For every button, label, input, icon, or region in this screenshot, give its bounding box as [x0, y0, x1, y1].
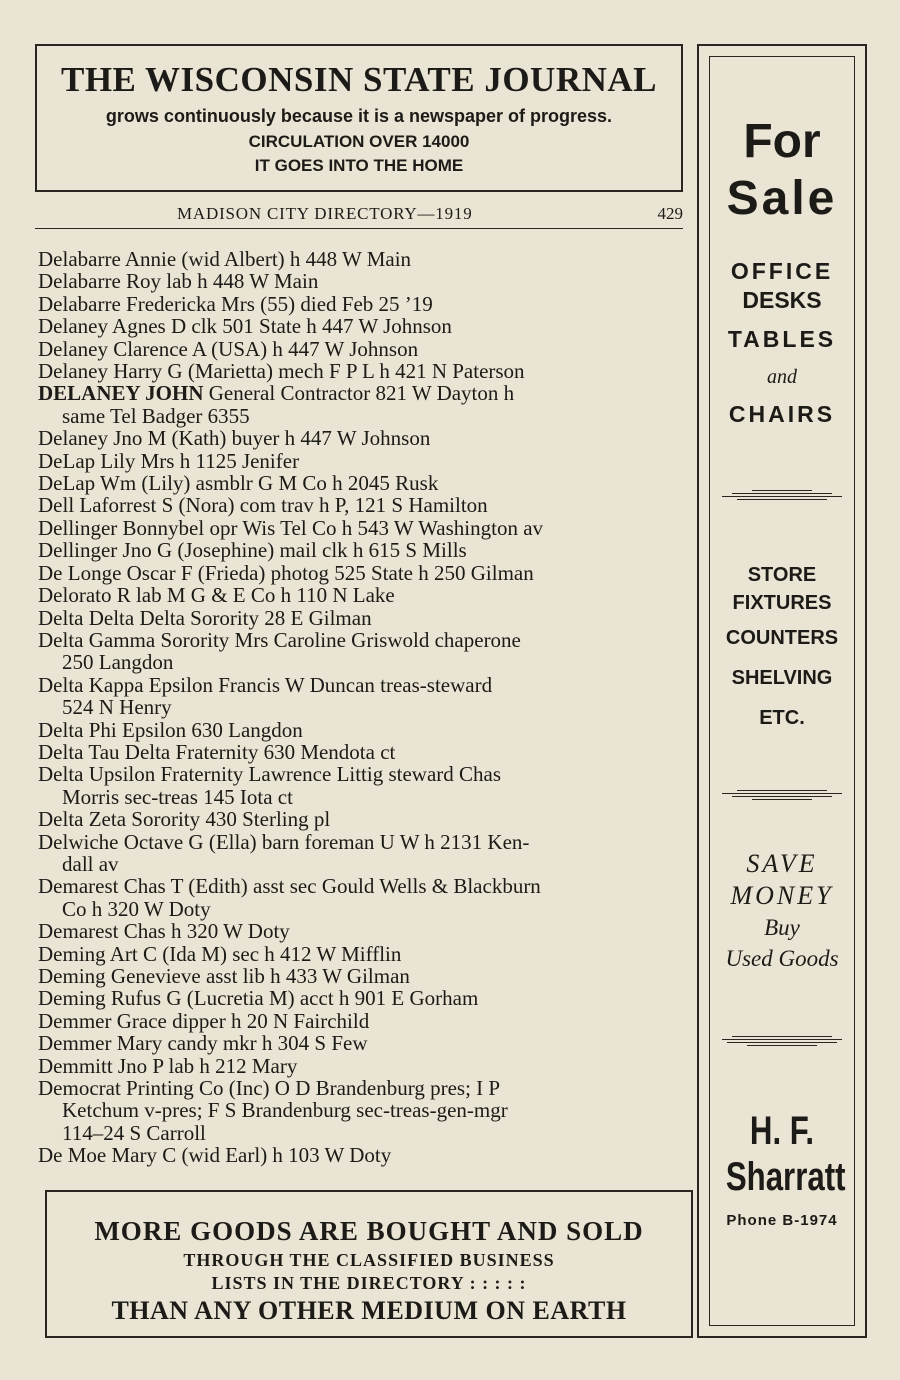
counters-text: COUNTERS — [725, 627, 839, 649]
entry-text: Delabarre Annie (wid Albert) h 448 W Main — [38, 247, 412, 271]
directory-entry — [38, 315, 688, 337]
home-line: IT GOES INTO THE HOME — [254, 156, 464, 175]
directory-entry — [38, 1032, 688, 1054]
entry-text: Delta Gamma Sorority Mrs Caroline Griswold chaperone — [38, 627, 521, 652]
directory-entry — [38, 248, 688, 270]
shelving-text: SHELVING — [731, 667, 833, 689]
ad-line-2: THROUGH THE CLASSIFIED BUSINESS — [183, 1250, 555, 1270]
newspaper-title: THE WISCONSIN STATE JOURNAL — [60, 60, 657, 99]
entry-text: Delwiche Octave G (Ella) barn foreman U W h 2131 Ken- — [38, 829, 530, 854]
seller-name: Sharratt — [725, 1155, 846, 1199]
directory-entry — [38, 719, 688, 741]
office-text: OFFICE — [730, 258, 834, 284]
directory-entry — [38, 763, 688, 808]
directory-title: MADISON CITY DIRECTORY—1919 — [177, 204, 473, 223]
side-ad-inner-frame — [709, 56, 855, 1326]
entry-text: DeLap Lily Mrs h 1125 Jenifer — [38, 448, 300, 473]
for-sale-heading — [710, 113, 854, 227]
entry-continuation: Morris sec-treas 145 Iota ct — [62, 784, 293, 809]
directory-entry — [38, 741, 688, 763]
directory-entry — [38, 607, 688, 629]
circulation-line: CIRCULATION OVER 14000 — [248, 132, 470, 151]
entry-text: De Moe Mary C (wid Earl) h 103 W Doty — [38, 1143, 392, 1168]
entry-text: Dell Laforrest S (Nora) com trav h P, 121 S Hamilton — [38, 493, 488, 518]
for-text: For — [743, 115, 821, 168]
directory-entry — [38, 987, 688, 1009]
directory-entry — [38, 875, 688, 920]
decorative-rule-1 — [722, 490, 842, 500]
directory-entry — [38, 808, 688, 830]
ad-line-4: THAN ANY OTHER MEDIUM ON EARTH — [111, 1296, 627, 1325]
seller-initials: H. F. — [749, 1109, 815, 1153]
entry-text: Delta Zeta Sorority 430 Sterling pl — [38, 807, 331, 832]
directory-entry — [38, 584, 688, 606]
directory-entry — [38, 831, 688, 876]
tables-text: TABLES — [727, 326, 837, 352]
side-advertisement — [697, 44, 867, 1338]
directory-entry — [38, 293, 688, 315]
entry-text: Delabarre Fredericka Mrs (55) died Feb 25 ’19 — [38, 291, 433, 316]
entry-text: Delta Upsilon Fraternity Lawrence Littig steward Chas — [38, 762, 502, 787]
entry-text: De Longe Oscar F (Frieda) photog 525 State h 250 Gilman — [38, 560, 534, 585]
entry-text: Deming Genevieve asst lib h 433 W Gilman — [38, 964, 410, 988]
newspaper-slogan: grows continuously because it is a newspaper of progress. — [105, 106, 613, 126]
directory-entry — [38, 562, 688, 584]
directory-entry — [38, 920, 688, 942]
entry-text: Dellinger Bonnybel opr Wis Tel Co h 543 W Washington av — [38, 515, 544, 540]
entry-continuation: 250 Langdon — [62, 650, 174, 675]
directory-entry — [38, 1077, 688, 1122]
sale-text: Sale — [726, 172, 838, 225]
save-text: SAVE — [746, 849, 818, 878]
directory-entry — [38, 629, 688, 674]
entry-text: Democrat Printing Co (Inc) O D Brandenburg pres; I P — [38, 1076, 501, 1101]
store-text: STORE — [747, 564, 817, 586]
money-text: MONEY — [730, 881, 834, 910]
entry-text: Delta Tau Delta Fraternity 630 Mendota ct — [38, 739, 396, 764]
entry-text: Delorato R lab M G & E Co h 110 N Lake — [38, 583, 395, 608]
entry-text: Demmer Mary candy mkr h 304 S Few — [38, 1031, 368, 1056]
seller-phone: Phone B-1974 — [726, 1212, 838, 1229]
entry-text: Deming Rufus G (Lucretia M) acct h 901 E Gorham — [38, 986, 479, 1011]
and-text: and — [767, 366, 797, 388]
entry-text: Delta Phi Epsilon 630 Langdon — [38, 717, 303, 742]
furniture-list — [710, 257, 854, 354]
directory-entry — [38, 472, 688, 494]
directory-entry — [38, 1010, 688, 1032]
decorative-rule-2 — [722, 790, 842, 800]
directory-entry — [38, 450, 688, 472]
directory-entry — [38, 494, 688, 516]
entry-text: DELANEY JOHN General Contractor 821 W Dayton h — [38, 381, 515, 406]
entry-text: Delaney Jno M (Kath) buyer h 447 W Johnson — [38, 426, 431, 451]
directory-entry — [38, 674, 688, 719]
entry-text: Delta Delta Delta Sorority 28 E Gilman — [38, 605, 372, 630]
directory-entries — [38, 248, 688, 1167]
entry-text: Delaney Agnes D clk 501 State h 447 W Johnson — [38, 314, 452, 339]
entry-continuation: dall av — [62, 851, 119, 876]
directory-entry — [38, 539, 688, 561]
directory-entry — [38, 1144, 688, 1166]
used-goods-text: Used Goods — [725, 946, 839, 971]
entry-text: Deming Art C (Ida M) sec h 412 W Mifflin — [38, 941, 402, 966]
directory-entry — [38, 1055, 688, 1077]
fixtures-text: FIXTURES — [732, 592, 832, 614]
entry-text: Demarest Chas h 320 W Doty — [38, 919, 290, 944]
fixtures-list — [710, 562, 854, 738]
decorative-rule-3 — [722, 1036, 842, 1046]
entry-continuation: Ketchum v-pres; F S Brandenburg sec-treas-gen-mgr — [62, 1098, 508, 1123]
directory-entry — [38, 965, 688, 987]
ad-line-1: MORE GOODS ARE BOUGHT AND SOLD — [94, 1216, 644, 1246]
directory-entry — [38, 943, 688, 965]
bottom-advertisement — [45, 1190, 693, 1338]
entry-text: Demmer Grace dipper h 20 N Fairchild — [38, 1008, 370, 1033]
running-header — [35, 202, 683, 229]
entry-continuation: Co h 320 W Doty — [62, 896, 211, 921]
seller-block — [710, 1108, 854, 1229]
entry-text: Dellinger Jno G (Josephine) mail clk h 615 S Mills — [38, 538, 467, 563]
entry-text: Demmitt Jno P lab h 212 Mary — [38, 1053, 298, 1078]
entry-text: Demarest Chas T (Edith) asst sec Gould Wells & Blackburn — [38, 874, 541, 899]
buy-text: Buy — [764, 915, 800, 940]
entry-continuation: 524 N Henry — [62, 695, 172, 720]
entry-text: Delaney Clarence A (USA) h 447 W Johnson — [38, 336, 419, 361]
entry-continuation: same Tel Badger 6355 — [62, 403, 250, 428]
directory-entry — [38, 360, 688, 382]
directory-entry — [38, 382, 688, 427]
desks-text: DESKS — [742, 287, 822, 313]
entry-text: Delabarre Roy lab h 448 W Main — [38, 269, 319, 294]
directory-entry — [38, 270, 688, 292]
directory-entry — [38, 517, 688, 539]
etc-text: ETC. — [759, 707, 805, 729]
entry-text: Delaney Harry G (Marietta) mech F P L h 421 N Paterson — [38, 359, 525, 384]
entry-continuation: 114–24 S Carroll — [62, 1120, 206, 1145]
directory-entry — [38, 1122, 688, 1144]
top-advertisement — [35, 44, 683, 192]
directory-entry — [38, 427, 688, 449]
entry-text: DeLap Wm (Lily) asmblr G M Co h 2045 Rusk — [38, 471, 439, 496]
directory-entry — [38, 338, 688, 360]
save-money-block — [710, 848, 854, 974]
ad-line-3: LISTS IN THE DIRECTORY : : : : : — [211, 1273, 527, 1293]
entry-text: Delta Kappa Epsilon Francis W Duncan treas-steward — [38, 672, 493, 697]
page-number: 429 — [657, 204, 683, 223]
chairs-text: CHAIRS — [728, 401, 836, 427]
